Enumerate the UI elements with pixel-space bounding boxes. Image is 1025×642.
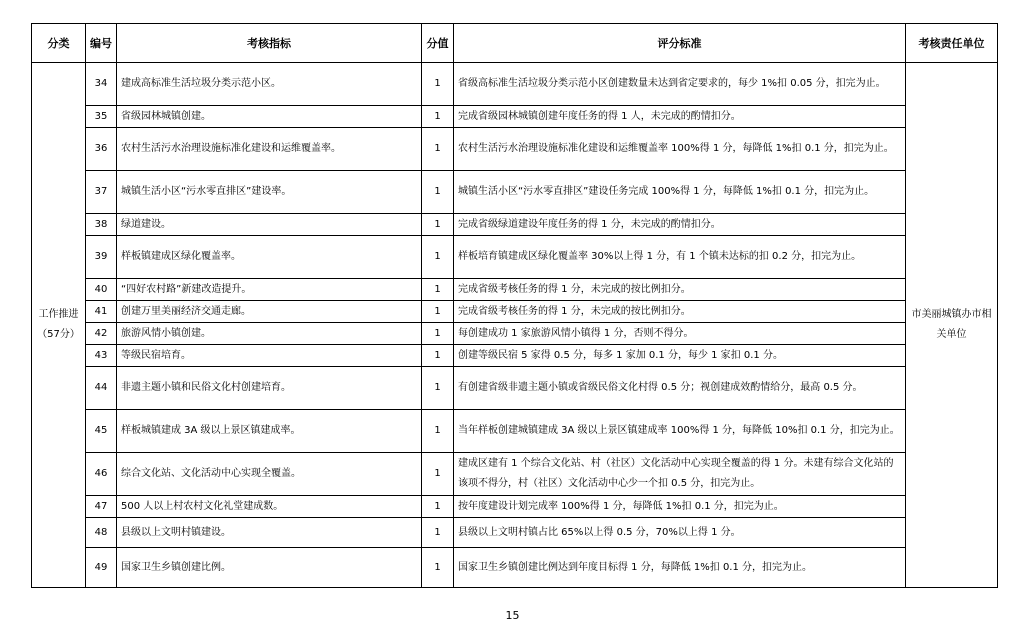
row-indicator: 省级园林城镇创建。 [117, 106, 422, 128]
row-indicator: “四好农村路”新建改造提升。 [117, 279, 422, 301]
table-row [32, 301, 998, 323]
row-number: 46 [86, 453, 117, 496]
row-indicator: 国家卫生乡镇创建比例。 [117, 548, 422, 588]
row-criteria: 完成省级园林城镇创建年度任务的得 1 人，未完成的酌情扣分。 [454, 106, 906, 128]
row-number: 40 [86, 279, 117, 301]
row-number: 41 [86, 301, 117, 323]
row-indicator: 非遗主题小镇和民俗文化村创建培育。 [117, 367, 422, 410]
row-score: 1 [422, 279, 454, 301]
row-score: 1 [422, 367, 454, 410]
header-row [32, 24, 998, 63]
header-number: 编号 [86, 24, 117, 63]
table-row [32, 323, 998, 345]
table-row [32, 367, 998, 410]
assessment-table [31, 23, 998, 588]
table-row [32, 128, 998, 171]
page-number: 15 [505, 609, 520, 622]
row-criteria: 完成省级考核任务的得 1 分，未完成的按比例扣分。 [454, 279, 906, 301]
responsible-unit-cell: 市美丽城镇办市相关单位 [906, 63, 998, 588]
row-score: 1 [422, 106, 454, 128]
row-indicator: 创建万里美丽经济交通走廊。 [117, 301, 422, 323]
row-number: 35 [86, 106, 117, 128]
row-score: 1 [422, 63, 454, 106]
header-criteria: 评分标准 [454, 24, 906, 63]
category-cell: 工作推进（57分） [32, 63, 86, 588]
row-indicator: 旅游风情小镇创建。 [117, 323, 422, 345]
row-indicator: 样板城镇建成 3A 级以上景区镇建成率。 [117, 410, 422, 453]
row-criteria: 县级以上文明村镇占比 65%以上得 0.5 分，70%以上得 1 分。 [454, 518, 906, 548]
row-score: 1 [422, 453, 454, 496]
row-criteria: 建成区建有 1 个综合文化站、村（社区）文化活动中心实现全覆盖的得 1 分。未建有综合文化站的该项不得分，村（社区）文化活动中心少一个扣 0.5 分，扣完为止。 [454, 453, 906, 496]
row-score: 1 [422, 323, 454, 345]
row-indicator: 500 人以上村农村文化礼堂建成数。 [117, 496, 422, 518]
row-score: 1 [422, 518, 454, 548]
table-row [32, 496, 998, 518]
row-criteria: 完成省级考核任务的得 1 分，未完成的按比例扣分。 [454, 301, 906, 323]
header-category: 分类 [32, 24, 86, 63]
row-criteria: 按年度建设计划完成率 100%得 1 分，每降低 1%扣 0.1 分，扣完为止。 [454, 496, 906, 518]
row-score: 1 [422, 171, 454, 214]
row-criteria: 省级高标准生活垃圾分类示范小区创建数量未达到省定要求的，每少 1%扣 0.05 分，扣完为止。 [454, 63, 906, 106]
row-score: 1 [422, 236, 454, 279]
row-score: 1 [422, 128, 454, 171]
row-number: 48 [86, 518, 117, 548]
row-number: 34 [86, 63, 117, 106]
table-row [32, 106, 998, 128]
row-score: 1 [422, 301, 454, 323]
table-row [32, 171, 998, 214]
row-indicator: 城镇生活小区“污水零直排区”建设率。 [117, 171, 422, 214]
row-criteria: 完成省级绿道建设年度任务的得 1 分，未完成的酌情扣分。 [454, 214, 906, 236]
row-criteria: 城镇生活小区“污水零直排区”建设任务完成 100%得 1 分，每降低 1%扣 0.1 分，扣完为止。 [454, 171, 906, 214]
row-number: 37 [86, 171, 117, 214]
row-indicator: 县级以上文明村镇建设。 [117, 518, 422, 548]
row-indicator: 绿道建设。 [117, 214, 422, 236]
header-unit: 考核责任单位 [906, 24, 998, 63]
row-indicator: 样板镇建成区绿化覆盖率。 [117, 236, 422, 279]
row-number: 38 [86, 214, 117, 236]
row-indicator: 建成高标准生活垃圾分类示范小区。 [117, 63, 422, 106]
row-number: 43 [86, 345, 117, 367]
row-criteria: 国家卫生乡镇创建比例达到年度目标得 1 分，每降低 1%扣 0.1 分，扣完为止。 [454, 548, 906, 588]
table-row [32, 410, 998, 453]
row-indicator: 综合文化站、文化活动中心实现全覆盖。 [117, 453, 422, 496]
row-number: 42 [86, 323, 117, 345]
row-score: 1 [422, 496, 454, 518]
table-row [32, 63, 998, 106]
row-number: 39 [86, 236, 117, 279]
header-score: 分值 [422, 24, 454, 63]
table-row [32, 279, 998, 301]
row-criteria: 创建等级民宿 5 家得 0.5 分，每多 1 家加 0.1 分，每少 1 家扣 0.1 分。 [454, 345, 906, 367]
row-indicator: 等级民宿培育。 [117, 345, 422, 367]
table-row [32, 214, 998, 236]
table-row [32, 518, 998, 548]
row-number: 49 [86, 548, 117, 588]
row-indicator: 农村生活污水治理设施标准化建设和运维覆盖率。 [117, 128, 422, 171]
table-row [32, 548, 998, 588]
row-score: 1 [422, 214, 454, 236]
row-criteria: 农村生活污水治理设施标准化建设和运维覆盖率 100%得 1 分，每降低 1%扣 0.1 分，扣完为止。 [454, 128, 906, 171]
row-criteria: 有创建省级非遗主题小镇或省级民俗文化村得 0.5 分；视创建成效酌情给分，最高 0.5 分。 [454, 367, 906, 410]
table-row [32, 345, 998, 367]
row-criteria: 每创建成功 1 家旅游风情小镇得 1 分，否则不得分。 [454, 323, 906, 345]
row-criteria: 当年样板创建城镇建成 3A 级以上景区镇建成率 100%得 1 分，每降低 10%扣 0.1 分，扣完为止。 [454, 410, 906, 453]
table-row [32, 453, 998, 496]
row-criteria: 样板培育镇建成区绿化覆盖率 30%以上得 1 分，有 1 个镇未达标的扣 0.2 分，扣完为止。 [454, 236, 906, 279]
row-number: 47 [86, 496, 117, 518]
row-score: 1 [422, 345, 454, 367]
header-indicator: 考核指标 [117, 24, 422, 63]
row-score: 1 [422, 410, 454, 453]
table-row [32, 236, 998, 279]
row-number: 36 [86, 128, 117, 171]
row-number: 44 [86, 367, 117, 410]
row-number: 45 [86, 410, 117, 453]
row-score: 1 [422, 548, 454, 588]
